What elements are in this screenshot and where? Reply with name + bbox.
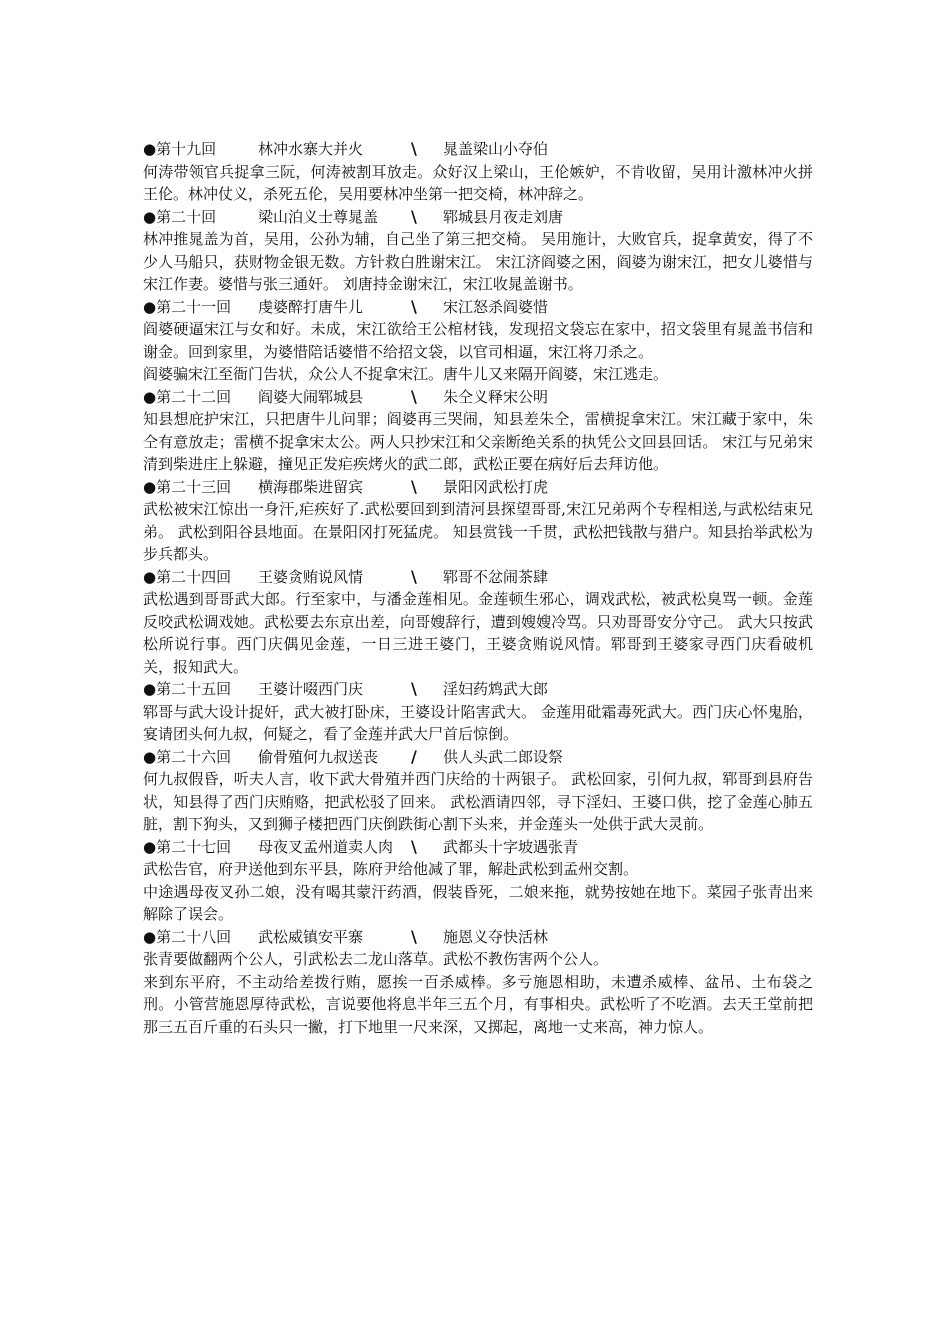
chapter-summary: 知县想庇护宋江，只把唐牛儿问罪；阎婆再三哭闹，知县差朱仝，雷横捉拿宋江。宋江藏于家中，朱仝有意放走；雷横不捉拿宋太公。两人只抄宋江和父亲断绝关系的执凭公文回县回话。 宋江与兄弟宋清到柴进庄上躲避，撞见正发疟疾烤火的武二郎，武松正要在病好后去拜访他。 [143, 410, 813, 473]
chapter-title-first: 王婆贪贿说风情 [258, 567, 364, 586]
chapter-title-first: 母夜叉孟州道卖人肉 [258, 837, 394, 856]
chapter-title-first: 梁山泊义士尊晁盖 [258, 207, 379, 226]
title-separator: \ [411, 836, 417, 856]
chapter-title-first: 王婆计啜西门庆 [258, 680, 364, 698]
chapter-section [143, 566, 813, 679]
chapter-summary: 林冲推晁盖为首，吴用，公孙为辅，自己坐了第三把交椅。 吴用施计，大败官兵，捉拿黄安，得了不少人马船只，获财物金银无数。方针救白胜谢宋江。 宋江济阎婆之困，阎婆为谢宋江，把女儿婆惜与宋江作妻。婆惜与张三通奸。 刘唐持金谢宋江，宋江收晁盖谢书。 [143, 230, 813, 293]
title-separator: \ [411, 926, 417, 946]
chapter-heading [143, 206, 813, 229]
chapter-summary: 武松遇到哥哥武大郎。行至家中，与潘金莲相见。金莲顿生邪心，调戏武松，被武松臭骂一顿。金莲反咬武松调戏她。武松要去东京出差，向哥嫂辞行，遭到嫂嫂冷骂。只劝哥哥安分守己。 武大只按武松所说行事。西门庆偶见金莲，一日三进王婆门，王婆贪贿说风情。郓哥到王婆家寻西门庆看破机关，报知武大。 [143, 590, 813, 676]
title-separator: \ [411, 139, 417, 158]
chapter-section [143, 296, 813, 386]
chapter-title-second: 朱仝义释宋公明 [443, 387, 549, 406]
document-page [143, 138, 813, 1038]
chapter-section [143, 926, 813, 1039]
chapter-summary: 阎婆硬逼宋江与女和好。未成，宋江欲给王公棺材钱，发现招文袋忘在家中，招文袋里有晁盖书信和谢金。回到家里，为婆惜陪话婆惜不给招文袋，以官司相逼，宋江将刀杀之。 [143, 320, 813, 361]
chapter-section [143, 206, 813, 296]
chapter-section [143, 746, 813, 836]
chapter-summary: 来到东平府，不主动给差拨行贿，愿挨一百杀威棒。多亏施恩相助，未遭杀威棒、盆吊、土布袋之刑。小管营施恩厚待武松，言说要他将息半年三五个月，有事相央。武松听了不吃酒。去天王堂前把那三五百斤重的石头只一撇，打下地里一尺来深，又掷起，离地一丈来高，神力惊人。 [143, 972, 813, 1036]
chapter-title-second: 淫妇药鸩武大郎 [443, 680, 549, 698]
chapter-summary: 郓哥与武大设计捉奸，武大被打卧床，王婆设计陷害武大。 金莲用砒霜毒死武大。西门庆心怀鬼胎，宴请团头何九叔，何疑之，看了金莲并武大尸首后惊倒。 [143, 702, 813, 743]
chapter-summary: 何九叔假昏，听夫人言，收下武大骨殖并西门庆给的十两银子。 武松回家，引何九叔，郓哥到县府告状，知县得了西门庆贿赂，把武松驳了回来。 武松酒请四邻，寻下淫妇、王婆口供，挖了金莲心肺五脏，割下狗头，又到狮子楼把西门庆倒跌街心割下头来，并金莲头一处供于武大灵前。 [143, 770, 813, 833]
chapter-title-second: 郓城县月夜走刘唐 [443, 207, 564, 226]
chapter-section [143, 138, 813, 206]
chapter-title-second: 供人头武二郎设祭 [443, 747, 564, 766]
chapter-title-first: 阎婆大闹郓城县 [258, 387, 364, 406]
chapter-title-second: 施恩义夺快活林 [443, 927, 549, 946]
chapter-summary: 武松告官，府尹送他到东平县，陈府尹给他减了罪，解赴武松到孟州交割。 [143, 860, 639, 878]
title-separator: \ [411, 386, 417, 406]
chapter-heading [143, 746, 813, 769]
chapter-heading [143, 476, 813, 499]
chapter-section [143, 476, 813, 566]
title-separator: / [411, 746, 417, 766]
chapter-heading [143, 386, 813, 409]
chapter-number: ●第二十回 [143, 207, 217, 226]
chapter-number: ●第二十二回 [143, 387, 232, 406]
chapter-section [143, 678, 813, 746]
chapter-title-first: 偷骨殖何九叔送丧 [258, 747, 379, 766]
chapter-summary: 阎婆骗宋江至衙门告状，众公人不捉拿宋江。唐牛儿又来隔开阎婆，宋江逃走。 [143, 365, 669, 383]
chapter-title-first: 横海郡柴进留宾 [258, 477, 364, 496]
title-separator: \ [411, 296, 417, 316]
chapter-heading [143, 138, 813, 161]
chapter-title-second: 景阳冈武松打虎 [443, 477, 549, 496]
chapter-title-second: 宋江怒杀阎婆惜 [443, 297, 549, 316]
chapter-title-second: 武都头十字坡遇张青 [443, 837, 579, 856]
chapter-title-first: 武松威镇安平寨 [258, 927, 364, 946]
title-separator: \ [411, 679, 417, 698]
chapter-title-first: 林冲水寨大并火 [258, 140, 364, 158]
chapter-number: ●第二十八回 [143, 927, 232, 946]
chapter-summary: 武松被宋江惊出一身汗,疟疾好了.武松要回到到清河县探望哥哥,宋江兄弟两个专程相送,与武松结束兄弟。 武松到阳谷县地面。在景阳冈打死猛虎。 知县赏钱一千贯，武松把钱散与猎户。知县抬举武松为步兵都头。 [143, 500, 813, 563]
chapter-title-second: 晁盖梁山小夺伯 [443, 140, 549, 158]
chapter-heading [143, 836, 813, 859]
title-separator: \ [411, 566, 417, 586]
chapter-title-second: 郓哥不忿闹茶肆 [443, 567, 549, 586]
chapter-number: ●第二十五回 [143, 680, 232, 698]
chapter-heading [143, 678, 813, 701]
chapter-heading [143, 296, 813, 319]
chapter-section [143, 836, 813, 926]
chapter-number: ●第二十四回 [143, 567, 232, 586]
chapter-summary: 张青要做翻两个公人，引武松去二龙山落草。武松不教伤害两个公人。 [143, 950, 609, 968]
chapter-number: ●第二十六回 [143, 747, 232, 766]
chapter-number: ●第二十一回 [143, 297, 232, 316]
title-separator: \ [411, 206, 417, 226]
chapter-heading [143, 566, 813, 589]
chapter-number: ●第二十七回 [143, 837, 232, 856]
chapter-summary: 何涛带领官兵捉拿三阮，何涛被割耳放走。众好汉上梁山，王伦嫉妒，不肯收留，吴用计激林冲火拼王伦。林冲仗义，杀死五伦，吴用要林冲坐第一把交椅，林冲辞之。 [143, 162, 813, 203]
title-separator: \ [411, 476, 417, 496]
chapter-number: ●第十九回 [143, 140, 217, 158]
chapter-title-first: 虔婆醉打唐牛儿 [258, 297, 364, 316]
chapter-summary: 中途遇母夜叉孙二娘，没有喝其蒙汗药酒，假装昏死，二娘来拖，就势按她在地下。菜园子张青出来解除了误会。 [143, 882, 813, 923]
chapter-heading [143, 926, 813, 949]
chapter-section [143, 386, 813, 476]
chapter-number: ●第二十三回 [143, 477, 232, 496]
